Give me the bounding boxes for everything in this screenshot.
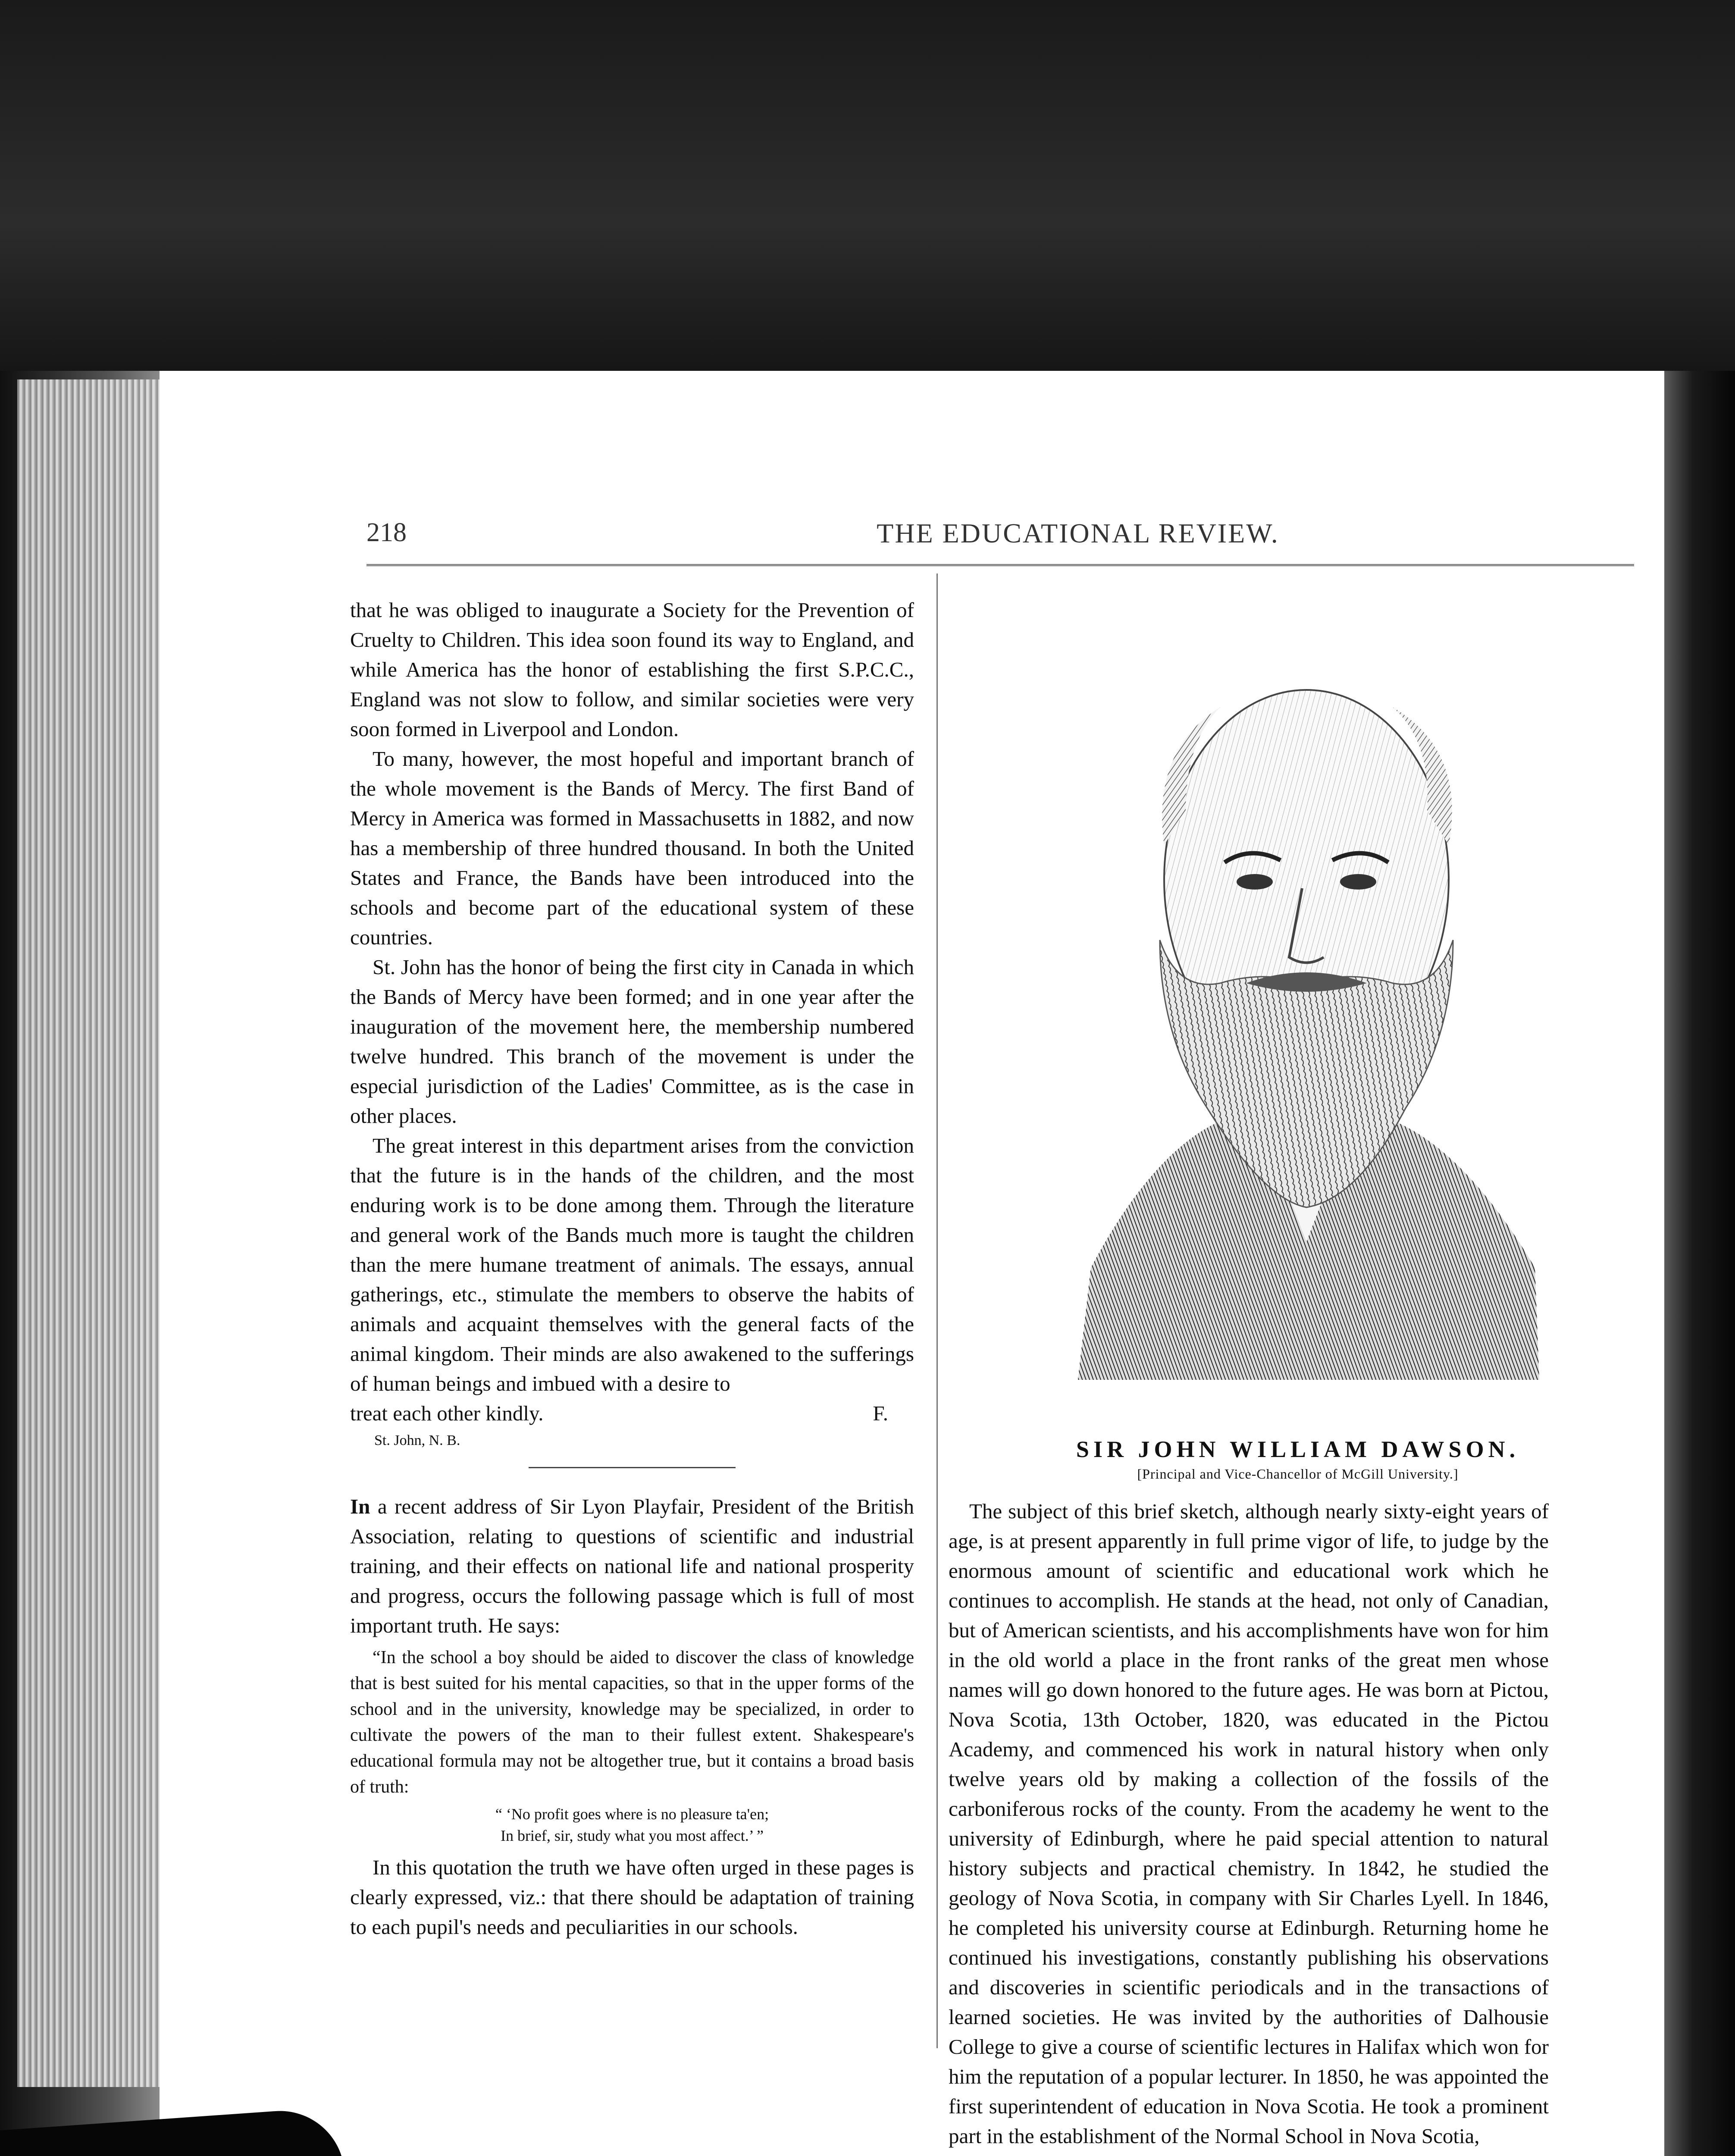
portrait-illustration (1022, 569, 1582, 1432)
scan-border-top (0, 0, 1735, 371)
right-column (949, 1496, 1549, 2151)
signoff-line (350, 1398, 914, 1428)
verse-line: In brief, sir, study what you most affect.’ ” (500, 1827, 764, 1844)
left-column (350, 595, 914, 1942)
verse-line: “ ‘No profit goes where is no pleasure ta'en; (495, 1805, 769, 1823)
paragraph-last-line: treat each other kindly. (350, 1401, 544, 1425)
portrait-engraving (1022, 569, 1582, 1432)
running-title: THE EDUCATIONAL REVIEW. (877, 518, 1279, 548)
paragraph (350, 1492, 914, 1640)
page-number: 218 (366, 518, 407, 547)
portrait-caption (944, 1436, 1651, 1482)
paragraph: In this quotation the truth we have often urged in these pages is clearly expressed, viz.: that there should be adaptation of training to each pupil's needs and peculiarities in our schools. (350, 1855, 914, 1939)
paragraph-text: a recent address of Sir Lyon Playfair, President of the British Association, relating to questions of scientific and industrial training, and their effects on national life and national prosperity and progress, occurs the following passage which is full of most important truth. He says: (350, 1495, 914, 1637)
section-divider (529, 1467, 736, 1468)
portrait-subject-role: [Principal and Vice-Chancellor of McGill University.] (1137, 1466, 1459, 1482)
header-rule (366, 564, 1634, 566)
column-rule (936, 573, 938, 2048)
scan-border-right (1664, 371, 1735, 2156)
paragraph: The subject of this brief sketch, although nearly sixty-eight years of age, is at present apparently in full prime vigor of life, to judge by the enormous amount of scientific and educational work which he continues to accomplish. He stands at the head, not only of Canadian, but of American scientists, and his accomplishments have won for him in the old world a place in the front ranks of the great men whose names will go down honored to the future ages. He was born at Pictou, Nova Scotia, 13th October, 1820, was educated in the Pictou Academy, and commenced his work in natural history when only twelve years old by making a collection of the fossils of the carboniferous rocks of the county. From the academy he went to the university of Edinburgh, where he paid special attention to natural history subjects and practical chemistry. In 1842, he studied the geology of Nova Scotia, in company with Sir Charles Lyell. In 1846, he completed his university course at Edinburgh. Returning home he continued his investigations, constantly publishing his observations and discoveries in scientific periodicals and in the transactions of learned societies. He was invited by the authorities of Dalhousie College to give a course of scientific lectures in Halifax which won for him the reputation of a popular lecturer. In 1850, he was appointed the first superintendent of education in Nova Scotia. He took a prominent part in the establishment of the Normal School in Nova Scotia, (949, 1499, 1549, 2148)
paragraph: To many, however, the most hopeful and important branch of the whole movement is the Bands of Mercy. The first Band of Mercy in America was formed in Massachusetts in 1882, and now has a membership of three hundred thousand. In both the United States and France, the Bands have been introduced into the schools and become part of the educational system of these countries. (350, 747, 914, 949)
page-header (366, 517, 1634, 565)
author-signature: F. (873, 1401, 888, 1425)
paragraph: The great interest in this department arises from the conviction that the future is in the hands of the children, and the most enduring work is to be done among them. Through the literature and general work of the Bands much more is taught the children than the mere humane treatment of animals. The essays, annual gatherings, etc., stimulate the members to observe the habits of animals and acquaint themselves with the general facts of the animal kingdom. Their minds are also awakened to the sufferings of human beings and imbued with a desire to (350, 1134, 914, 1395)
book-page-edges (17, 379, 160, 2087)
book-page (160, 371, 1664, 2156)
block-quote: “In the school a boy should be aided to discover the class of knowledge that is best suited for his mental capacities, so that in the upper forms of the school and in the university, knowledge may be specialized, in order to cultivate the powers of the man to their fullest extent. Shakespeare's educational formula may not be altogether true, but it contains a broad basis of truth: (350, 1648, 914, 1797)
verse-quote (350, 1803, 914, 1846)
portrait-subject-name: SIR JOHN WILLIAM DAWSON. (1076, 1436, 1520, 1462)
lead-in: In (350, 1495, 370, 1518)
paragraph: St. John has the honor of being the first city in Canada in which the Bands of Mercy have been formed; and in one year after the inauguration of the movement here, the membership numbered twelve hundred. This branch of the movement is under the especial jurisdiction of the Ladies' Committee, as is the case in other places. (350, 955, 914, 1128)
dateline-place: St. John, N. B. (374, 1432, 460, 1448)
paragraph: that he was obliged to inaugurate a Society for the Prevention of Cruelty to Children. This idea soon found its way to England, and while America has the honor of establishing the first S.P.C.C., England was not slow to follow, and similar societies were very soon formed in Liverpool and London. (350, 598, 914, 741)
